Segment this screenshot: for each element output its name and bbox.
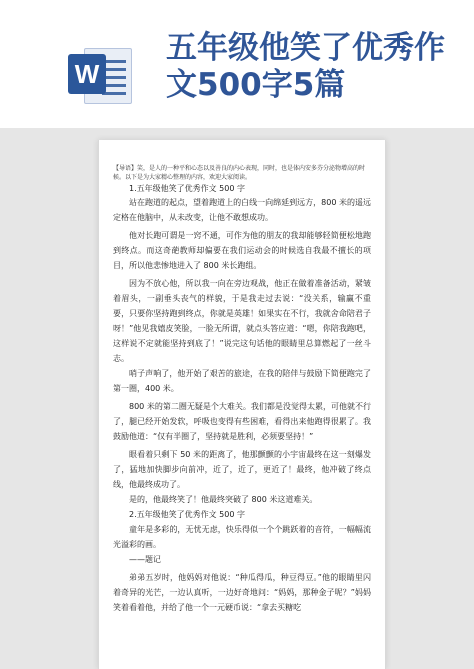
paragraph: 童年是多彩的，无忧无虑，快乐得似一个个跳跃着的音符，一幅幅流光溢彩的画。 xyxy=(113,525,371,549)
word-logo-letter: W xyxy=(68,54,106,94)
paragraph: 因为不放心他，所以我一向在旁边观战，他正在做着准备活动，紧皱着眉头，一副垂头丧气的样貌，于是我走过去说：“没关系，输赢不重要，只要你坚持跑到终点，你就是英雄！如果实在不行，我就舍命陪君子呀！”他见我嬉皮笑脸，一脸无所谓，就点头答应道：“嗯，你陪我跑吧，这样说不定就能坚持到底了！”说完这句话他的眼睛里总算燃起了一丝斗志。 xyxy=(113,279,371,363)
paragraph: 800 米的第二圈无疑是个大难关。我们都是没觉得太累，可他就不行了，腿已经开始发软，呼吸也变得有些困难，看得出来他跑得很累了。我鼓励他道：“仅有半圈了，坚持就是胜利，必须要坚持！” xyxy=(113,402,371,441)
paragraph: 站在跑道的起点，望着跑道上的白线一向绵延到远方，800 米的遥远定格在他脑中，从未改变，让他不敢想成功。 xyxy=(113,198,371,222)
paragraph: 眼看着只剩下 50 米的距离了，他那颤颤的小宇宙最终在这一刻爆发了，猛地加快脚步向前冲，近了，近了，更近了！最终，他冲破了终点线，他最终成功了。 xyxy=(113,450,371,489)
epigraph-label: ——题记 xyxy=(129,555,161,564)
word-document-icon xyxy=(62,40,136,104)
paragraph: 弟弟五岁时，他妈妈对他说：“种瓜得瓜，种豆得豆。”他的眼睛里闪着奇异的光芒，一边认真听，一边好奇地问：“妈妈，那种金子呢？”妈妈笑着看着他，并给了他一个一元硬币说：“拿去买糖吃 xyxy=(113,573,371,612)
document-page xyxy=(98,140,386,669)
paragraph: 哨子声响了，他开始了艰苦的旅途，在我的陪伴与鼓励下简便跑完了第一圈，400 米。 xyxy=(113,369,371,393)
document-content xyxy=(113,164,371,615)
document-preview-area xyxy=(0,128,474,669)
header xyxy=(0,0,474,128)
paragraph: 他对长跑可谓是一窍不通，可作为他的朋友的我却能够轻简便松地跑到终点。而这奇葩教师却偏要在我们运动会的时候选自我最不擅长的项目，所以他悲惨地进入了 800 米长跑组。 xyxy=(113,231,371,270)
paragraph: 是的，他最终笑了！他最终突破了 800 米这道难关。 xyxy=(129,495,318,504)
essay-1-title: 1.五年级他笑了优秀作文 500 字 xyxy=(129,184,245,193)
intro-text: 【导语】笑，是人的一种平和心态以及善良的内心表现，同时，也是体内安多芬分泌物增高的时候。以下是为大家精心整理的内容，欢迎大家阅读。 xyxy=(113,165,366,181)
page-title: 五年级他笑了优秀作文500字5篇 xyxy=(166,30,445,103)
essay-2-title: 2.五年级他笑了优秀作文 500 字 xyxy=(129,510,245,519)
